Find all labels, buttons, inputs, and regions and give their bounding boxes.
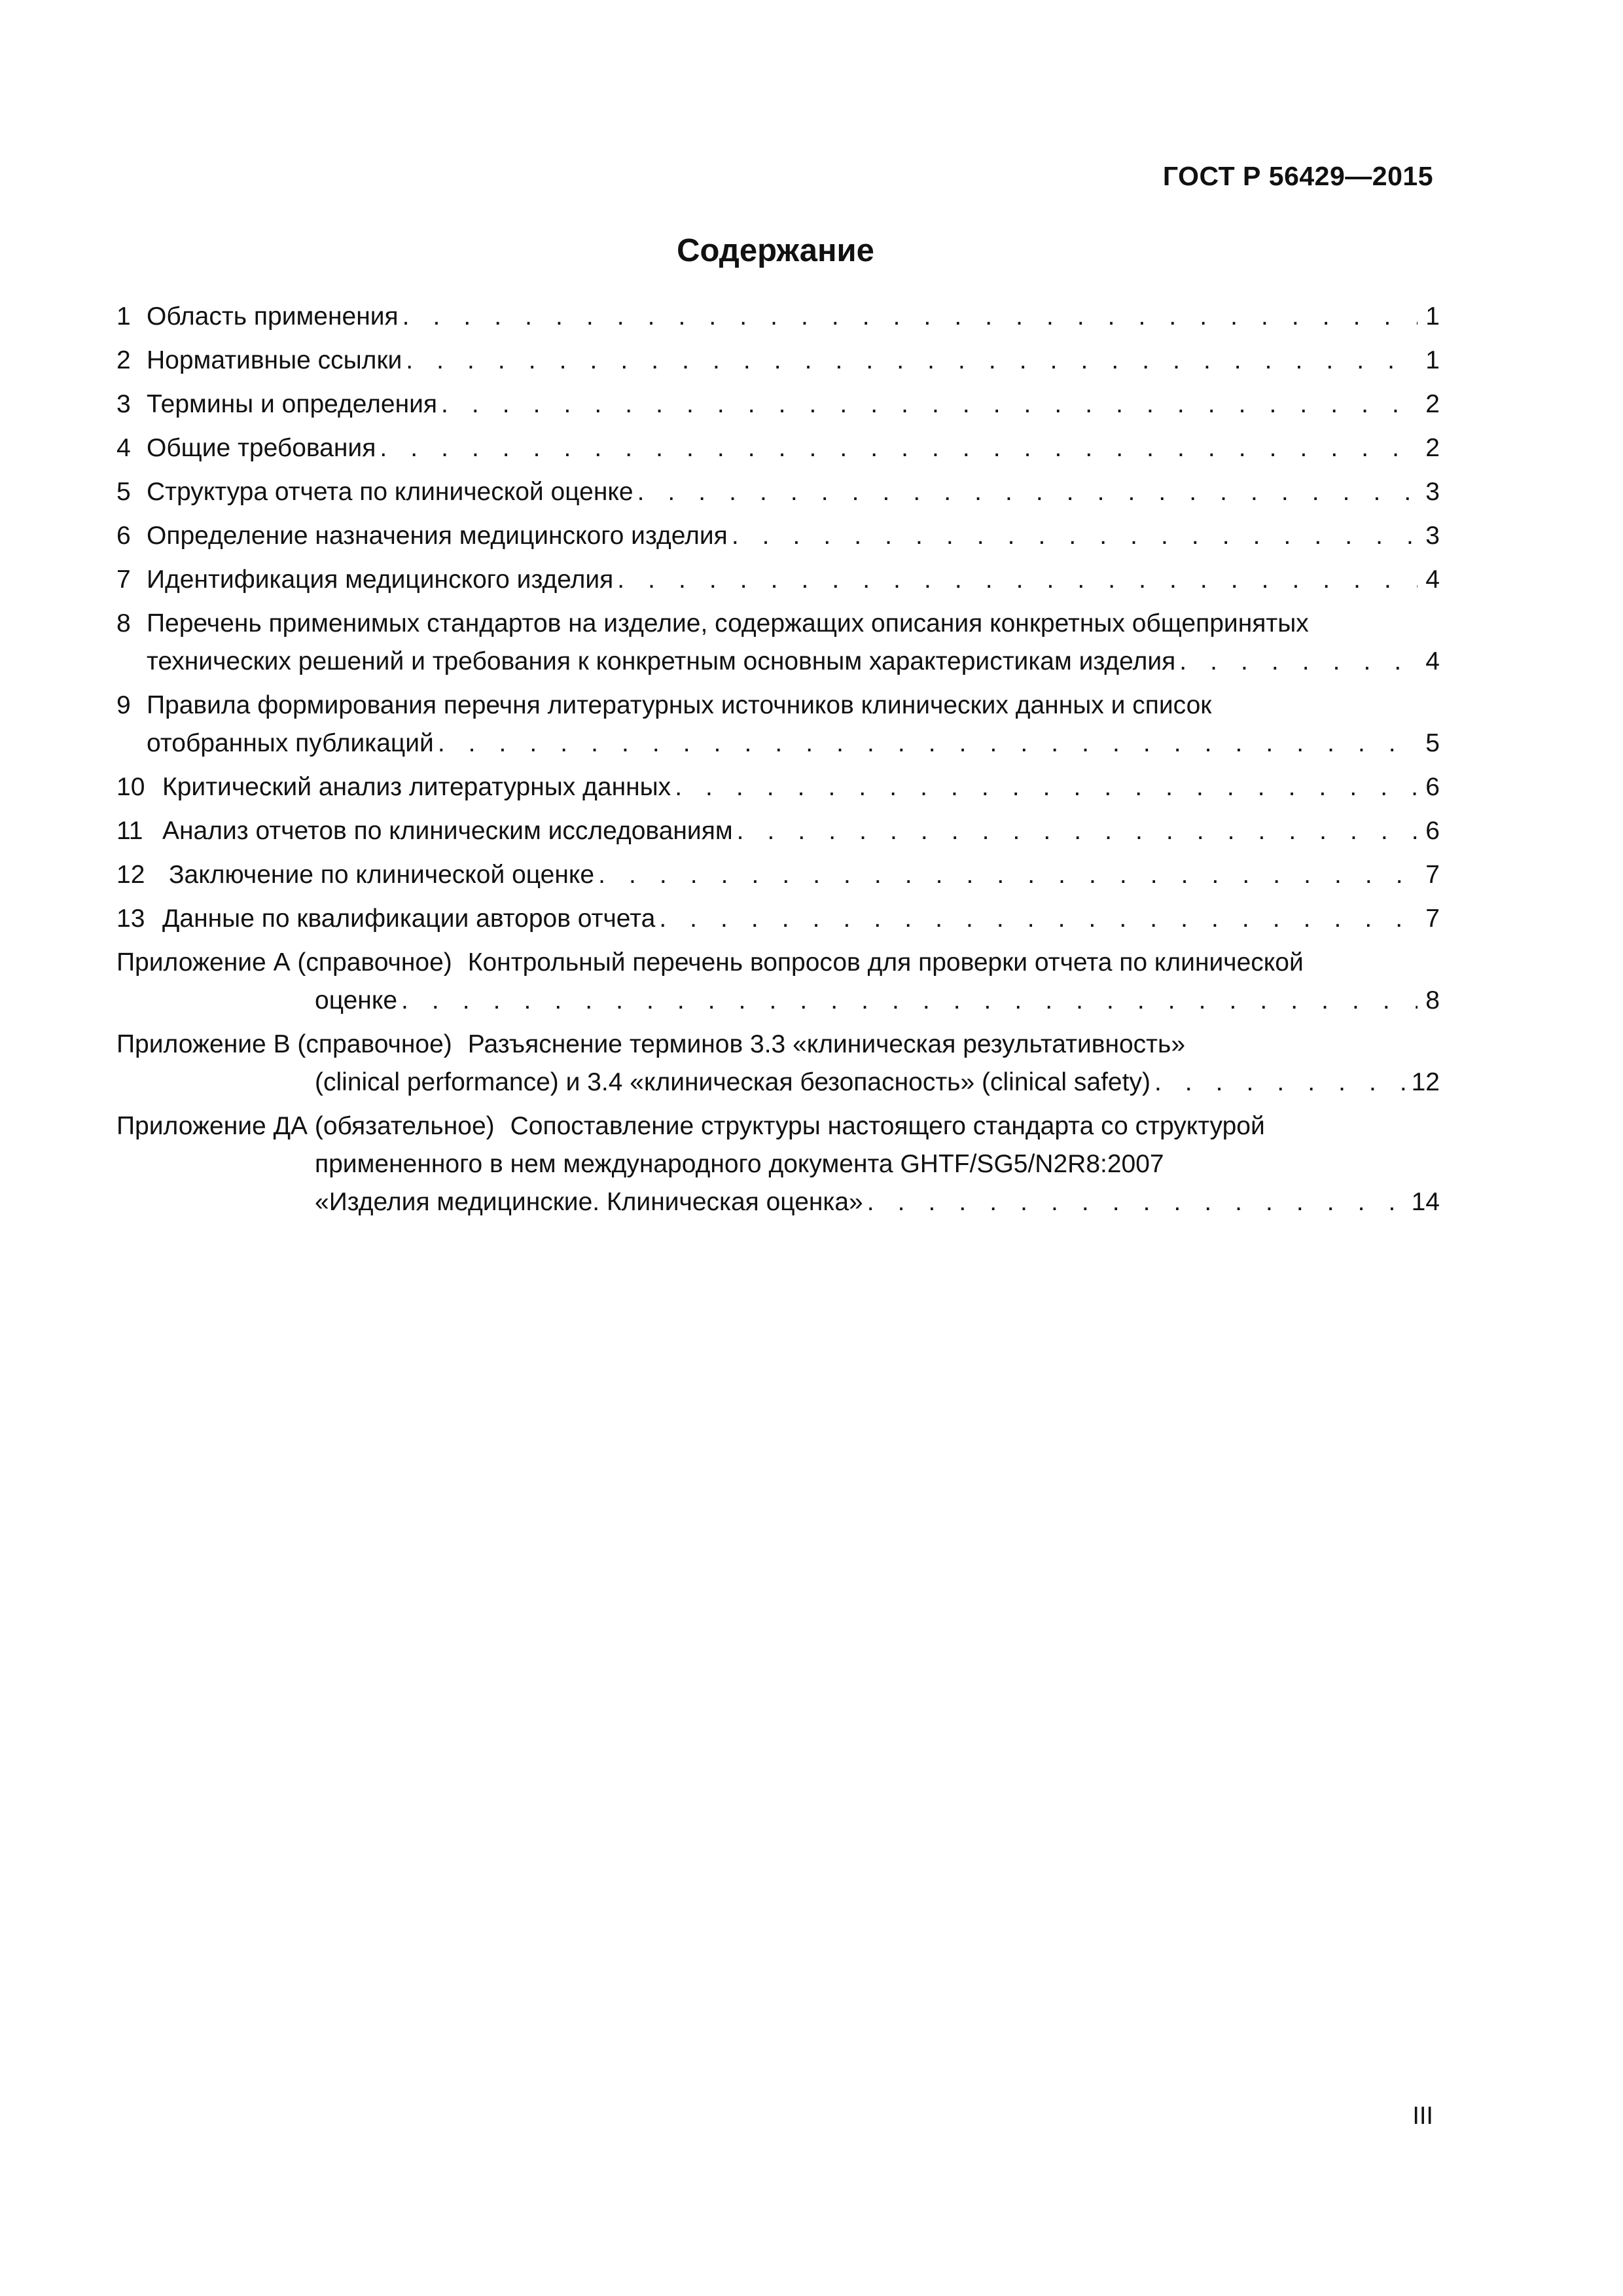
toc-appendix-title: Разъяснение терминов 3.3 «клиническая результативность» bbox=[467, 1030, 1186, 1058]
toc-entry-page: 1 bbox=[1425, 346, 1440, 374]
toc-appendix-label: Приложение ДА (обязательное) bbox=[116, 1112, 495, 1140]
toc-entry-title: Идентификация медицинского изделия bbox=[147, 565, 614, 594]
toc-entry-title-continued: технических решений и требования к конкретным основным характеристикам изделия bbox=[147, 647, 1176, 675]
toc-entry-number: 11 bbox=[116, 817, 143, 845]
toc-entry-number: 1 bbox=[116, 302, 131, 331]
toc-entry-page: 7 bbox=[1425, 861, 1440, 889]
table-of-contents bbox=[116, 298, 1440, 1221]
toc-entry-title: Анализ отчетов по клиническим исследованиям bbox=[162, 817, 733, 845]
dot-leader bbox=[637, 473, 1418, 511]
toc-entry-page: 6 bbox=[1425, 817, 1440, 845]
toc-entry-page: 7 bbox=[1425, 905, 1440, 933]
toc-title: Содержание bbox=[677, 233, 874, 268]
toc-entry-title: Критический анализ литературных данных bbox=[162, 773, 671, 801]
toc-appendix-title-continued: примененного в нем международного документа GHTF/SG5/N2R8:2007 bbox=[315, 1150, 1164, 1178]
toc-entry-number: 13 bbox=[116, 905, 145, 933]
toc-entry[interactable] bbox=[116, 342, 1440, 380]
page-number: III bbox=[1412, 2102, 1433, 2130]
toc-entry-page: 3 bbox=[1425, 522, 1440, 550]
toc-entry[interactable] bbox=[116, 429, 1440, 467]
toc-entry-title: Общие требования bbox=[147, 434, 376, 462]
toc-appendix[interactable] bbox=[116, 1026, 1440, 1102]
toc-entry[interactable] bbox=[116, 687, 1440, 762]
toc-entry-title: Термины и определения bbox=[147, 390, 438, 418]
dot-leader bbox=[617, 561, 1418, 599]
dot-leader bbox=[598, 856, 1418, 894]
toc-entry[interactable] bbox=[116, 900, 1440, 938]
toc-entry-page: 1 bbox=[1425, 302, 1440, 331]
toc-entry-page: 3 bbox=[1425, 478, 1440, 506]
toc-entry-number: 7 bbox=[116, 565, 131, 594]
toc-entry-title: Определение назначения медицинского изделия bbox=[147, 522, 728, 550]
toc-entry[interactable] bbox=[116, 856, 1440, 894]
toc-entry-title-continued: отобранных публикаций bbox=[147, 729, 434, 757]
dot-leader bbox=[402, 298, 1418, 336]
toc-entry[interactable] bbox=[116, 298, 1440, 336]
toc-entry-title: Правила формирования перечня литературных источников клинических данных и список bbox=[147, 691, 1212, 719]
dot-leader bbox=[441, 386, 1418, 423]
toc-entry-page: 5 bbox=[1425, 729, 1440, 757]
toc-entry-title: Данные по квалификации авторов отчета bbox=[162, 905, 656, 933]
toc-entry-number: 6 bbox=[116, 522, 131, 550]
toc-entry[interactable] bbox=[116, 473, 1440, 511]
dot-leader bbox=[737, 812, 1418, 850]
toc-entry-number: 5 bbox=[116, 478, 131, 506]
dot-leader bbox=[675, 768, 1418, 806]
toc-appendix[interactable] bbox=[116, 1107, 1440, 1221]
toc-entry[interactable] bbox=[116, 812, 1440, 850]
toc-entry-number: 2 bbox=[116, 346, 131, 374]
toc-entry-number: 12 bbox=[116, 861, 145, 889]
toc-appendix-label: Приложение А (справочное) bbox=[116, 948, 452, 977]
dot-leader bbox=[401, 982, 1418, 1020]
toc-entry-number: 10 bbox=[116, 773, 145, 801]
dot-leader bbox=[867, 1183, 1409, 1221]
toc-appendix-title-continued: «Изделия медицинские. Клиническая оценка» bbox=[315, 1188, 863, 1216]
dot-leader bbox=[659, 900, 1418, 938]
toc-entry-number: 3 bbox=[116, 390, 131, 418]
dot-leader bbox=[1154, 1064, 1409, 1102]
toc-entry[interactable] bbox=[116, 605, 1440, 681]
toc-entry[interactable] bbox=[116, 561, 1440, 599]
toc-entry-number: 9 bbox=[116, 691, 131, 719]
toc-appendix[interactable] bbox=[116, 944, 1440, 1020]
toc-entry-page: 2 bbox=[1425, 390, 1440, 418]
toc-entry-number: 8 bbox=[116, 609, 131, 637]
toc-appendix-page: 12 bbox=[1411, 1068, 1440, 1096]
toc-entry-page: 4 bbox=[1425, 647, 1440, 675]
dot-leader bbox=[438, 725, 1418, 762]
document-code: ГОСТ Р 56429—2015 bbox=[1162, 161, 1433, 191]
toc-appendix-title: Контрольный перечень вопросов для проверки отчета по клинической bbox=[467, 948, 1304, 977]
toc-entry[interactable] bbox=[116, 517, 1440, 555]
toc-entry[interactable] bbox=[116, 768, 1440, 806]
dot-leader bbox=[732, 517, 1418, 555]
dot-leader bbox=[406, 342, 1418, 380]
toc-entry-number: 4 bbox=[116, 434, 131, 462]
dot-leader bbox=[1179, 643, 1418, 681]
toc-entry-title: Структура отчета по клинической оценке bbox=[147, 478, 633, 506]
toc-appendix-title-continued: (clinical performance) и 3.4 «клиническая безопасность» (clinical safety) bbox=[315, 1068, 1150, 1096]
toc-entry-page: 2 bbox=[1425, 434, 1440, 462]
dot-leader bbox=[380, 429, 1418, 467]
toc-entry[interactable] bbox=[116, 386, 1440, 423]
toc-appendix-title-continued: оценке bbox=[315, 986, 398, 1014]
toc-appendix-label: Приложение В (справочное) bbox=[116, 1030, 452, 1058]
toc-appendix-page: 8 bbox=[1425, 986, 1440, 1014]
toc-entry-page: 6 bbox=[1425, 773, 1440, 801]
toc-appendix-title: Сопоставление структуры настоящего стандарта со структурой bbox=[510, 1112, 1265, 1140]
toc-entry-title: Нормативные ссылки bbox=[147, 346, 402, 374]
toc-appendix-page: 14 bbox=[1411, 1188, 1440, 1216]
toc-entry-page: 4 bbox=[1425, 565, 1440, 594]
toc-entry-title: Область применения bbox=[147, 302, 399, 331]
toc-entry-title: Перечень применимых стандартов на изделие, содержащих описания конкретных общепринятых bbox=[147, 609, 1309, 637]
toc-entry-title: Заключение по клинической оценке bbox=[169, 861, 595, 889]
